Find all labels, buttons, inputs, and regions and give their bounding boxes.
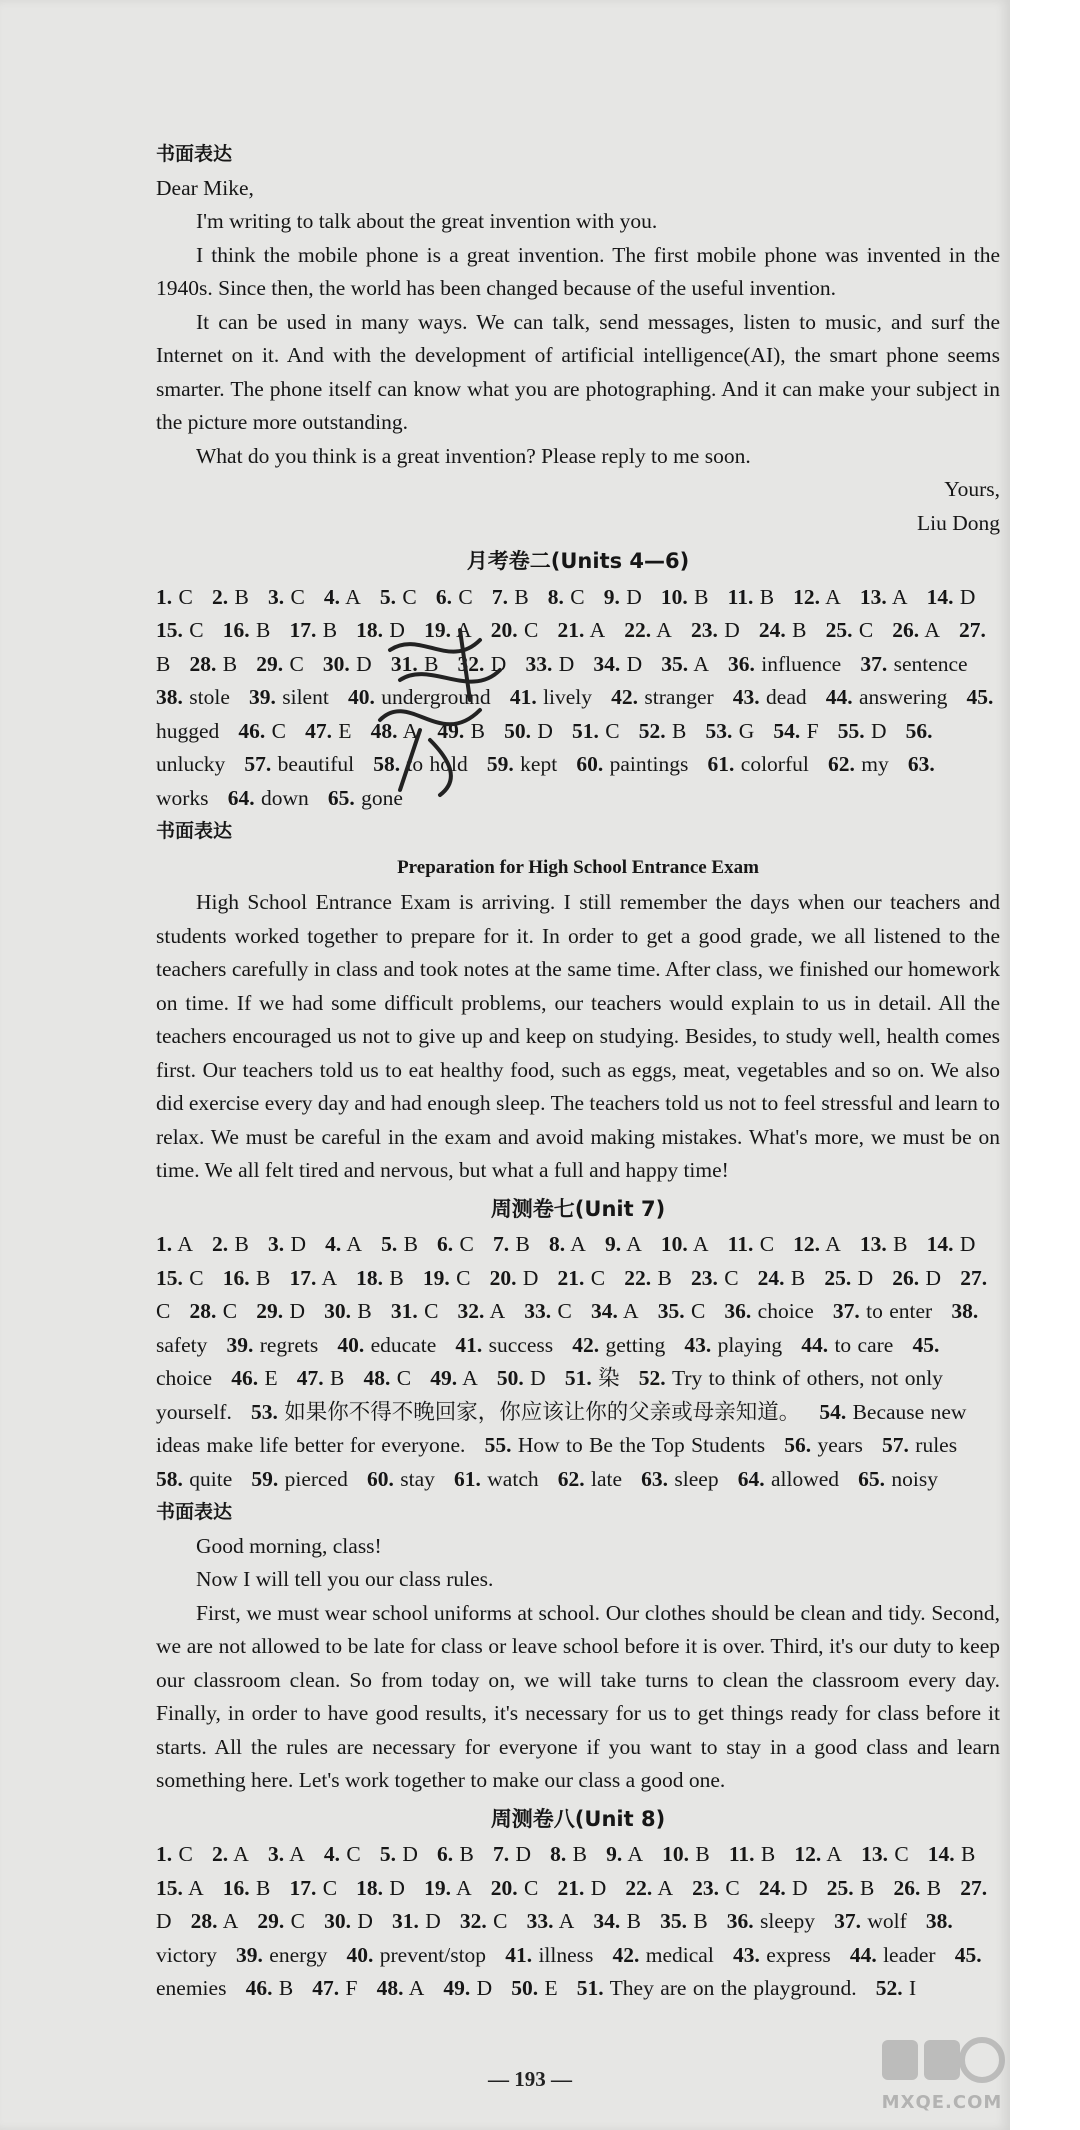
answer-item: 47. E [305, 718, 352, 743]
answer-item: 6. B [437, 1842, 474, 1866]
answer-item: 25. C [825, 618, 874, 642]
answer-item: 57. rules [882, 1433, 958, 1457]
answer-item: 43. dead [732, 685, 807, 709]
answer-item: 65. gone [327, 785, 403, 810]
answer-item: 27. D [156, 1875, 988, 1933]
answer-item: 51. C [572, 718, 620, 743]
answer-item: 46. E [231, 1366, 278, 1390]
answer-item: 41. lively [509, 685, 593, 709]
paragraph: I think the mobile phone is a great invention. The first mobile phone was invented in the 1940s. Since then, the world has been changed because of the useful invention. [156, 242, 1000, 300]
answer-item: 45. hugged [156, 685, 994, 743]
answer-item: 14. D [926, 584, 976, 609]
answer-item: 22. A [625, 1875, 673, 1900]
answer-item: 3. D [267, 1232, 306, 1256]
answer-item: 10. A [660, 1232, 709, 1256]
answer-item: 2. B [211, 584, 249, 609]
answer-item: 38. safety [156, 1299, 979, 1357]
answer-item: 15. C [156, 1265, 204, 1290]
answer-item: 64. allowed [737, 1466, 840, 1491]
answer-item: 38. stole [156, 685, 230, 709]
weekly-test-8-section [156, 1802, 1000, 2006]
answer-item: 8. C [547, 584, 585, 609]
paragraph: What do you think is a great invention? Please reply to me soon. [196, 443, 751, 468]
page-margin [1010, 0, 1080, 2130]
answer-item: 61. colorful [707, 752, 809, 776]
answer-item: 3. A [267, 1842, 305, 1866]
answer-item: 35. C [657, 1299, 706, 1323]
answer-item: 12. A [793, 584, 841, 609]
answer-item: 20. D [489, 1265, 539, 1290]
answer-item: 22. A [624, 618, 672, 642]
answer-item: 26. D [892, 1265, 942, 1290]
answer-item: 27. C [156, 1265, 988, 1323]
answer-item: 31. C [390, 1299, 439, 1323]
answer-item: 5. B [381, 1232, 418, 1256]
answer-item: 48. A [376, 1976, 425, 2000]
answer-item: 57. beautiful [244, 752, 355, 776]
answer-item: 3. C [267, 584, 305, 609]
answer-item: 36. choice [724, 1299, 814, 1323]
answer-item: 52. I [875, 1976, 917, 2000]
answer-item: 28. B [189, 651, 238, 676]
answer-item: 37. wolf [834, 1909, 907, 1933]
answer-item: 64. down [227, 785, 309, 810]
answer-item: 43. express [732, 1942, 831, 1967]
answer-item: 12. A [794, 1842, 842, 1866]
answer-item: 40. educate [337, 1332, 437, 1357]
paragraph: First, we must wear school uniforms at school. Our clothes should be clean and tidy. Second, we are not allowed to be late for class or leave school before it is over. Third, it's our duty to keep our classroom clean. So from today on, we will take turns to clean the classroom every day. Finally, in order to have good results, it's necessary for us to get things ready for class before it starts. All the rules are necessary for everyone if you want to stay in a good class and learn something here. Let's work together to make our class a good one. [156, 1600, 1000, 1792]
answer-item: 46. B [245, 1976, 294, 2000]
answer-item: 56. unlucky [156, 718, 933, 776]
answer-item: 44. answering [825, 685, 948, 709]
answer-item: 6. C [437, 1232, 474, 1256]
answer-item: 37. to enter [832, 1299, 933, 1323]
answer-item: 65. noisy [858, 1466, 939, 1491]
paragraph: Now I will tell you our class rules. [196, 1567, 494, 1591]
answer-item: 34. D [593, 651, 643, 676]
monthly-test-2-section [156, 544, 1000, 1188]
answer-item: 36. sleepy [726, 1909, 815, 1933]
answer-item: 11. B [728, 1842, 776, 1866]
answer-item: 4. A [323, 584, 361, 609]
answer-item: 46. C [238, 718, 287, 743]
answer-item: 23. C [690, 1265, 739, 1290]
answer-item: 54. F [773, 718, 819, 743]
answer-item: 10. B [662, 1842, 710, 1866]
answer-item: 17. C [289, 1875, 338, 1900]
answer-item: 49. B [437, 718, 485, 743]
answer-item: 16. B [222, 618, 271, 642]
watermark-text: MXQE.COM [881, 2092, 1003, 2113]
answer-item: 59. kept [486, 752, 558, 776]
answer-item: 30. D [324, 1909, 373, 1933]
answer-item: 35. B [660, 1909, 708, 1933]
answer-item: 29. C [257, 1909, 305, 1933]
answer-item: 43. playing [684, 1332, 783, 1357]
answer-item: 16. B [222, 1875, 271, 1900]
answer-item: 4. A [325, 1232, 362, 1256]
section-title: 月考卷二(Units 4—6) [466, 549, 690, 573]
answer-item: 11. C [727, 1232, 775, 1256]
answer-item: 17. B [289, 618, 338, 642]
answer-item: 39. silent [248, 685, 329, 709]
answer-item: 45. enemies [156, 1942, 982, 2000]
answer-item: 41. illness [505, 1942, 594, 1967]
answer-item: 42. medical [612, 1942, 714, 1967]
answer-item: 59. pierced [251, 1466, 348, 1491]
answer-item: 32. C [459, 1909, 508, 1933]
answer-item: 22. B [624, 1265, 672, 1290]
answer-item: 40. underground [347, 685, 491, 709]
answer-item: 6. C [435, 584, 473, 609]
answer-item: 15. A [156, 1875, 204, 1900]
letter-signature: Liu Dong [916, 510, 1000, 535]
answer-item: 52. B [638, 718, 687, 743]
answer-item: 47. F [312, 1976, 358, 2000]
answer-item: 54. Because new ideas make life better for everyone. [156, 1399, 967, 1457]
answer-item: 19. A [424, 618, 472, 642]
answer-item: 18. D [356, 1875, 405, 1900]
answer-item: 42. getting [572, 1332, 666, 1357]
answer-item: 9. A [606, 1842, 643, 1866]
answer-item: 20. C [490, 1875, 539, 1900]
answer-item: 40. prevent/stop [346, 1942, 487, 1967]
answer-item: 47. B [296, 1366, 345, 1390]
writing-label: 书面表达 [156, 143, 233, 165]
answer-item: 45. choice [156, 1332, 940, 1390]
answer-item: 7. D [493, 1842, 532, 1866]
answer-item: 39. regrets [226, 1332, 319, 1357]
answer-item: 2. B [211, 1232, 249, 1256]
answer-item: 9. A [604, 1232, 642, 1256]
answer-item: 25. B [826, 1875, 875, 1900]
answer-item: 12. A [793, 1232, 841, 1256]
answer-item: 25. D [824, 1265, 874, 1290]
answer-item: 26. B [893, 1875, 942, 1900]
answer-list [156, 1228, 1000, 1496]
speech-body [156, 1530, 1000, 1798]
answer-item: 5. D [379, 1842, 418, 1866]
answer-list [156, 581, 1000, 816]
answer-item: 48. C [363, 1366, 412, 1390]
answer-item: 28. A [190, 1909, 239, 1933]
answer-item: 52. Try to think of others, not only yourself. [156, 1366, 943, 1424]
answer-item: 27. B [156, 618, 986, 676]
answer-item: 58. to hold [373, 752, 468, 776]
answer-item: 29. D [256, 1299, 305, 1323]
answer-item: 42. stranger [611, 685, 714, 709]
answer-item: 39. energy [236, 1942, 328, 1967]
answer-item: 53. 如果你不得不晚回家，你应该让你的父亲或母亲知道。 [250, 1399, 801, 1424]
answer-item: 1. C [156, 1842, 193, 1866]
answer-item: 53. G [705, 718, 755, 743]
answer-item: 1. C [156, 584, 193, 609]
answer-item: 4. C [323, 1842, 361, 1866]
answer-item: 34. A [590, 1299, 639, 1323]
essay-title: Preparation for High School Entrance Exam [397, 856, 759, 878]
answer-item: 36. influence [727, 651, 842, 676]
page-content [156, 138, 1000, 2006]
answer-list [156, 1838, 1000, 2006]
section-title: 周测卷七(Unit 7) [490, 1196, 666, 1221]
answer-item: 51. 染 [564, 1366, 620, 1390]
answer-item: 41. success [455, 1332, 554, 1357]
answer-item: 24. B [758, 618, 807, 642]
answer-item: 14. B [927, 1842, 976, 1866]
answer-item: 35. A [661, 651, 709, 676]
answer-item: 63. sleep [641, 1466, 719, 1491]
letter-body [156, 205, 1000, 473]
letter-greeting: Dear Mike, [156, 175, 254, 200]
answer-item: 49. D [443, 1976, 493, 2000]
letter-section [156, 138, 1000, 540]
answer-item: 15. C [156, 618, 204, 642]
answer-item: 13. A [859, 584, 908, 609]
writing-label: 书面表达 [156, 1501, 233, 1523]
answer-item: 58. quite [156, 1466, 233, 1491]
answer-item: 18. D [356, 618, 405, 642]
answer-item: 60. paintings [576, 752, 689, 776]
answer-item: 56. years [784, 1433, 863, 1457]
answer-item: 63. works [156, 752, 935, 810]
answer-item: 23. D [690, 618, 740, 642]
answer-item: 55. D [837, 718, 887, 743]
answer-item: 33. A [526, 1909, 575, 1933]
answer-item: 30. D [322, 651, 372, 676]
answer-item: 13. B [859, 1232, 908, 1256]
answer-item: 14. D [926, 1232, 976, 1256]
answer-item: 21. D [557, 1875, 607, 1900]
answer-item: 19. C [422, 1265, 471, 1290]
answer-item: 7. B [493, 1232, 530, 1256]
answer-item: 16. B [222, 1265, 271, 1290]
answer-item: 60. stay [367, 1466, 435, 1491]
page-number: — 193 — [488, 2067, 572, 2091]
answer-item: 21. A [557, 618, 606, 642]
answer-item: 38. victory [156, 1909, 953, 1967]
answer-item: 9. D [603, 584, 642, 609]
answer-item: 50. E [511, 1976, 558, 2000]
answer-item: 44. leader [849, 1942, 936, 1967]
answer-item: 34. B [593, 1909, 641, 1933]
answer-item: 37. sentence [860, 651, 968, 676]
writing-label: 书面表达 [156, 820, 233, 842]
answer-item: 24. B [757, 1265, 806, 1290]
answer-item: 61. watch [454, 1466, 539, 1491]
answer-item: 5. C [379, 584, 417, 609]
answer-item: 19. A [424, 1875, 472, 1900]
answer-item: 10. B [660, 584, 709, 609]
answer-item: 23. C [692, 1875, 740, 1900]
answer-item: 33. C [524, 1299, 572, 1323]
answer-item: 13. C [861, 1842, 909, 1866]
answer-item: 20. C [490, 618, 539, 642]
answer-item: 11. B [727, 584, 775, 609]
answer-item: 50. D [504, 718, 553, 743]
answer-item: 7. B [491, 584, 529, 609]
answer-item: 31. D [392, 1909, 441, 1933]
answer-item: 29. C [256, 651, 304, 676]
answer-item: 31. B [390, 651, 439, 676]
answer-item: 24. D [758, 1875, 808, 1900]
answer-item: 33. D [525, 651, 575, 676]
paragraph: It can be used in many ways. We can talk, send messages, listen to music, and surf the Internet on it. And with the development of artificial intelligence(AI), the smart phone seems smarter. The phone itself can know what you are photographing. And it can make your subject in the picture more outstanding. [156, 309, 1000, 434]
answer-item: 49. A [430, 1366, 478, 1390]
answer-item: 62. late [557, 1466, 623, 1491]
answer-item: 30. B [324, 1299, 372, 1323]
watermark-badge-icon [878, 2030, 1006, 2092]
answer-item: 28. C [189, 1299, 238, 1323]
answer-item: 48. A [370, 718, 419, 743]
answer-item: 32. A [457, 1299, 506, 1323]
watermark-logo [878, 2030, 1006, 2122]
section-title: 周测卷八(Unit 8) [490, 1806, 666, 1831]
weekly-test-7-section [156, 1192, 1000, 1798]
answer-item: 55. How to Be the Top Students [484, 1433, 766, 1457]
answer-item: 2. A [211, 1842, 249, 1866]
letter-closing: Yours, [944, 477, 1000, 501]
answer-item: 21. C [557, 1265, 606, 1290]
answer-item: 44. to care [801, 1332, 894, 1357]
answer-item: 17. A [289, 1265, 338, 1290]
paragraph: Good morning, class! [196, 1533, 382, 1558]
answer-item: 50. D [496, 1366, 546, 1390]
essay-body: High School Entrance Exam is arriving. I still remember the days when our teachers and students worked together to prepare for it. In order to get a good grade, we all listened to the teachers carefully in class and took notes at the same time. After class, we finished our homework on time. If we had some difficult problems, our teachers would explain to us in detail. All the teachers encouraged us not to give up and keep on studying. Besides, to study well, health comes first. Our teachers told us to eat healthy food, such as eggs, meat, vegetables and so on. We also did exercise every day and had enough sleep. The teachers told us not to feel stressful and learn to relax. We must be careful in the exam and avoid making mistakes. What's more, we must be on time. We all felt tired and nervous, but what a full and happy time! [156, 890, 1000, 1182]
answer-item: 8. B [550, 1842, 587, 1866]
answer-item: 62. my [827, 752, 889, 776]
answer-item: 51. They are on the playground. [576, 1976, 857, 2000]
answer-item: 18. B [356, 1265, 404, 1290]
answer-item: 8. A [548, 1232, 586, 1256]
answer-item: 32. D [457, 651, 507, 676]
paragraph: I'm writing to talk about the great invention with you. [196, 209, 658, 233]
answer-item: 1. A [156, 1232, 193, 1256]
answer-item: 26. A [892, 618, 940, 642]
